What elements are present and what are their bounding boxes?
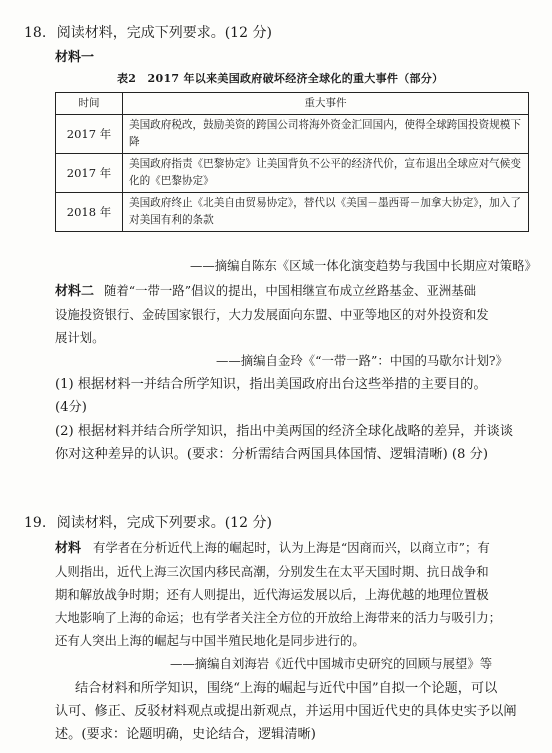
row-event: 美国政府终止《北美自由贸易协定》，替代以《美国－墨西哥－加拿大协定》，加入了对美国有利的条款 — [123, 193, 529, 232]
material2-line: 设施投资银行、金砖国家银行，大力发展面向东盟、中亚等地区的对外投资和发 — [55, 307, 489, 322]
sub1-line: (1) 根据材料一并结合所学知识，指出美国政府出台这些举措的主要目的。 — [55, 377, 487, 392]
sub1-line: (4分) — [55, 400, 87, 415]
q18-number: 18. — [24, 25, 47, 41]
q18-sub2 — [55, 420, 513, 466]
events-table — [55, 92, 529, 232]
material2-line: 随着“一带一路”倡议的提出，中国相继宣布成立丝路基金、亚洲基础 — [104, 283, 477, 298]
table-caption: 表2 2017 年以来美国政府破坏经济全球化的重大事件（部分） — [117, 72, 444, 85]
header-time: 时间 — [56, 93, 123, 115]
sub2-line: (2) 根据材料并结合所学知识，指出中美两国的经济全球化战略的差异，并谈谈 — [55, 424, 514, 439]
material1-label: 材料一 — [55, 50, 95, 65]
table-header-row — [56, 93, 529, 115]
task-line: 认可、修正、反驳材料观点或提出新观点，并运用中国近代史的具体史实予以阐 — [55, 704, 517, 719]
material-line: 有学者在分析近代上海的崛起时，认为上海是“因商而兴，以商立市”；有 — [93, 540, 490, 555]
q19-header — [24, 512, 272, 532]
material-line: 还有人突出上海的崛起与中国半殖民地化是同步进行的。 — [55, 633, 365, 648]
task-line: 结合材料和所学知识，围绕“上海的崛起与近代中国”自拟一个论题，可以 — [75, 681, 498, 696]
material-line: 期和解放战争时期；还有人则提出，近代海运发展以后，上海优越的地理位置极 — [55, 587, 489, 602]
q19-material — [55, 536, 501, 652]
q19-instruction: 阅读材料，完成下列要求。(12 分) — [56, 515, 272, 531]
q18-instruction: 阅读材料，完成下列要求。(12 分) — [56, 25, 272, 41]
q19-task — [55, 677, 517, 746]
row-event: 美国政府指责《巴黎协定》让美国背负不公平的经济代价，宣布退出全球应对气候变化的《巴黎协定》 — [123, 154, 529, 193]
material2 — [55, 279, 489, 349]
q18-header — [24, 22, 272, 42]
task-line: 述。(要求：论题明确，史论结合，逻辑清晰) — [55, 727, 316, 742]
material2-label: 材料二 — [55, 284, 95, 299]
row-event: 美国政府税改，鼓励美资的跨国公司将海外资金汇回国内，使得全球跨国投资规模下降 — [123, 115, 529, 154]
material-line: 大地影响了上海的命运；也有学者关注全方位的开放给上海带来的活力与吸引力； — [55, 610, 502, 625]
source2: ——摘编自金玲《“一带一路”：中国的马歇尔计划?》 — [216, 353, 508, 368]
q19-material-label: 材料 — [55, 541, 82, 556]
row-year: 2018 年 — [56, 193, 123, 232]
table-row — [56, 115, 529, 154]
q19-source: ——摘编自刘海岩《近代中国城市史研究的回顾与展望》等 — [170, 656, 493, 671]
q18-sub1 — [55, 373, 487, 419]
table-row — [56, 193, 529, 232]
table-row — [56, 154, 529, 193]
row-year: 2017 年 — [56, 115, 123, 154]
header-event: 重大事件 — [123, 93, 529, 115]
row-year: 2017 年 — [56, 154, 123, 193]
material2-line: 展计划。 — [55, 330, 105, 345]
sub2-line: 你对这种差异的认识。(要求：分析需结合两国具体国情、逻辑清晰) (8 分) — [55, 447, 488, 462]
q19-number: 19. — [24, 515, 47, 531]
material-line: 人则指出，近代上海三次国内移民高潮，分别发生在太平天国时期、抗日战争和 — [55, 564, 489, 579]
source1: ——摘编自陈东《区域一体化演变趋势与我国中长期应对策略》 — [190, 258, 537, 273]
